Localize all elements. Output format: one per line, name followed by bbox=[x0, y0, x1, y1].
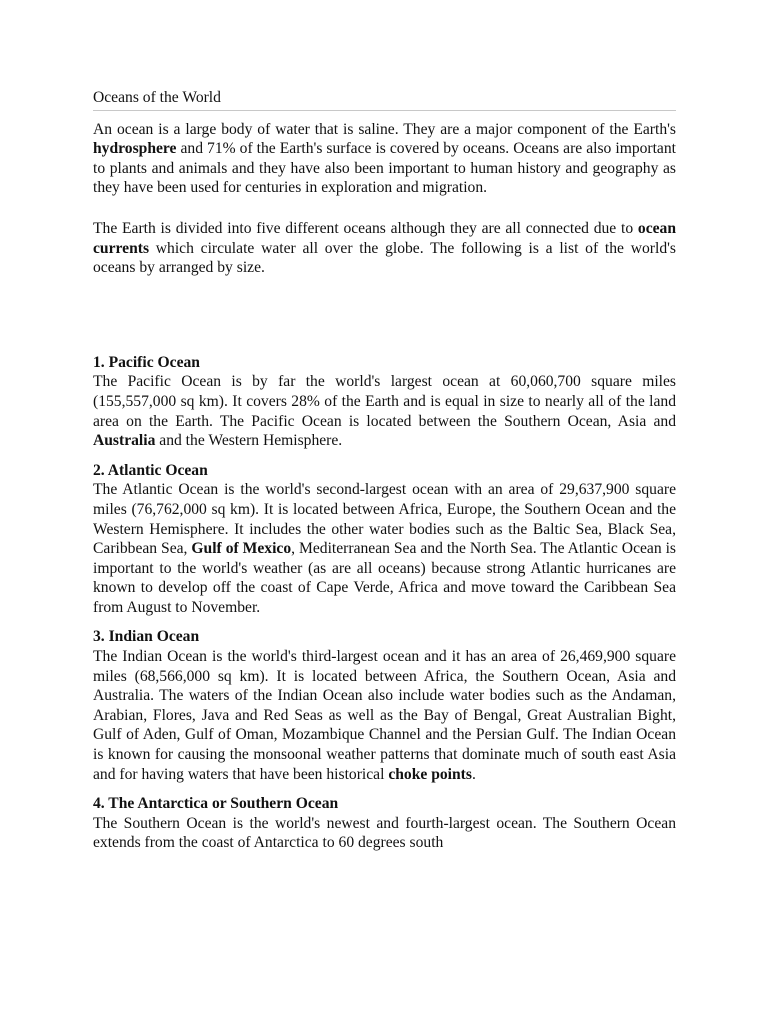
ocean-section-southern bbox=[93, 794, 676, 853]
page-title: Oceans of the World bbox=[93, 89, 221, 106]
section-body bbox=[93, 372, 676, 450]
text-run: which circulate water all over the globe. The following is a list of the world's oceans by arranged by size. bbox=[93, 239, 676, 277]
intro-paragraph bbox=[93, 219, 676, 278]
section-heading: 3. Indian Ocean bbox=[93, 628, 200, 646]
text-run: The Indian Ocean is the world's third-largest ocean and it has an area of 26,469,900 square miles (68,566,000 sq km). It is located between Africa, the Southern Ocean, Asia and Australia. The waters of the Indian Ocean also include water bodies such as the Andaman, Arabian, Flores, Java and Red Seas as well as the Bay of Bengal, Great Australian Bight, Gulf of Aden, Gulf of Oman, Mozambique Channel and the Persian Gulf. The Indian Ocean is known for causing the monsoonal weather patterns that dominate much of south east Asia and for having waters that have been historical bbox=[93, 648, 676, 783]
section-body bbox=[93, 647, 676, 784]
text-run: . bbox=[471, 765, 476, 783]
section-body bbox=[93, 814, 676, 853]
section-heading: 2. Atlantic Ocean bbox=[93, 461, 208, 479]
keyword-term: Australia bbox=[93, 432, 156, 450]
keyword-term: choke points bbox=[388, 765, 472, 783]
section-heading: 4. The Antarctica or Southern Ocean bbox=[93, 795, 339, 813]
ocean-section-indian bbox=[93, 627, 676, 784]
text-run: The Southern Ocean is the world's newest and fourth-largest ocean. The Southern Ocean extends from the coast of Antarctica to 60 degrees south bbox=[93, 814, 676, 852]
document-content bbox=[93, 88, 676, 863]
text-run: and 71% of the Earth's surface is covered by oceans. Oceans are also important to plants and animals and they have also been important to human history and geography as they have been used for centuries in exploration and migration. bbox=[93, 140, 676, 197]
ocean-section-pacific bbox=[93, 353, 676, 451]
section-heading: 1. Pacific Ocean bbox=[93, 353, 200, 371]
text-run: The Earth is divided into five different oceans although they are all connected due to bbox=[93, 219, 638, 237]
title-divider bbox=[93, 110, 676, 111]
text-run: and the Western Hemisphere. bbox=[155, 432, 343, 450]
section-body bbox=[93, 480, 676, 617]
ocean-section-atlantic bbox=[93, 461, 676, 618]
text-run: , Mediterranean Sea and the North Sea. The Atlantic Ocean is important to the world's weather (as are all oceans) because strong Atlantic hurricanes are known to develop off the coast of Cape Verde, Africa and move toward the Caribbean Sea from August to November. bbox=[93, 540, 676, 616]
intro-paragraph bbox=[93, 120, 676, 198]
text-run: An ocean is a large body of water that is saline. They are a major component of the Earth's bbox=[93, 120, 676, 138]
keyword-term: hydrosphere bbox=[93, 140, 177, 158]
keyword-term: ocean currents bbox=[93, 219, 676, 257]
text-run: The Atlantic Ocean is the world's second-largest ocean with an area of 29,637,900 square miles (76,762,000 sq km). It is located between Africa, Europe, the Southern Ocean and the Western Hemisphere. It includes the other water bodies such as the Baltic Sea, Black Sea, Caribbean Sea, bbox=[93, 481, 676, 558]
text-run: The Pacific Ocean is by far the world's largest ocean at 60,060,700 square miles (155,557,000 sq km). It covers 28% of the Earth and is equal in size to nearly all of the land area on the Earth. The Pacific Ocean is located between the Southern Ocean, Asia and bbox=[93, 373, 676, 430]
keyword-term: Gulf of Mexico bbox=[191, 540, 292, 558]
